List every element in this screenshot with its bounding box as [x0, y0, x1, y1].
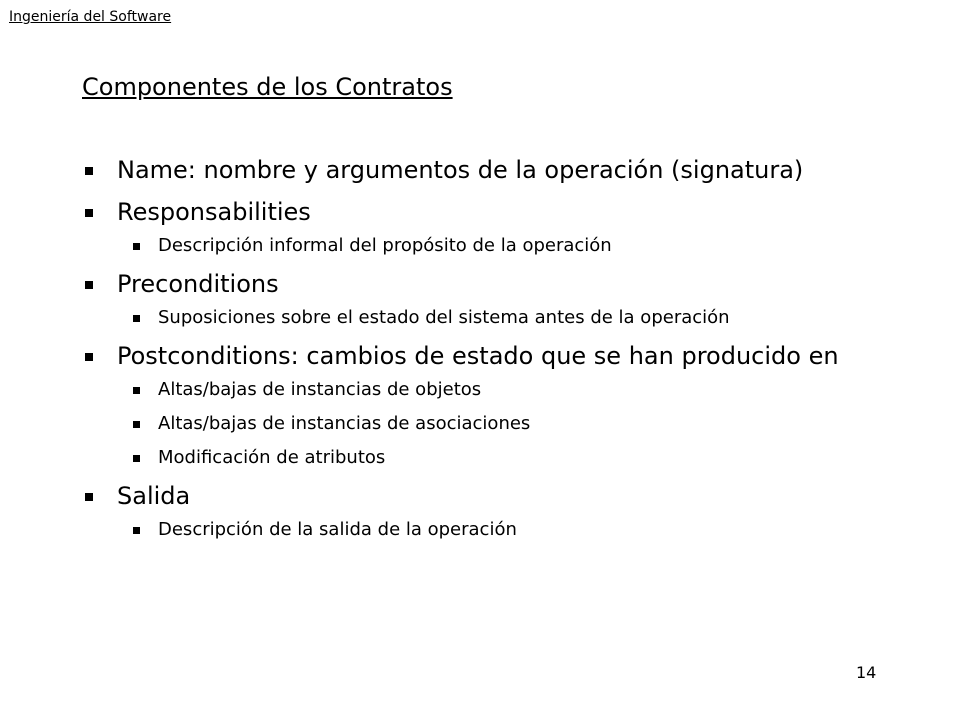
square-bullet-icon [85, 353, 93, 361]
sub-bullet-item [82, 447, 960, 469]
sub-bullet-text: Altas/bajas de instancias de asociaciones [158, 413, 531, 434]
bullet-item-salida [82, 481, 960, 511]
square-bullet-icon [133, 455, 140, 462]
sub-bullet-text: Altas/bajas de instancias de objetos [158, 379, 482, 400]
sub-bullet-item [82, 307, 960, 329]
bullet-list [82, 150, 960, 541]
square-bullet-icon [133, 421, 140, 428]
square-bullet-icon [133, 243, 140, 250]
bullet-item-responsabilities [82, 197, 960, 227]
sub-bullet-text: Suposiciones sobre el estado del sistema antes de la operación [158, 307, 730, 328]
square-bullet-icon [133, 315, 140, 322]
sub-bullet-item [82, 413, 960, 435]
bullet-text: Salida [117, 482, 191, 510]
sub-bullet-text: Descripción informal del propósito de la operación [158, 235, 612, 256]
square-bullet-icon [133, 527, 140, 534]
bullet-text: Postconditions: cambios de estado que se han producido en [117, 342, 839, 370]
sub-bullet-text: Modificación de atributos [158, 447, 386, 468]
square-bullet-icon [85, 167, 93, 175]
course-header: Ingeniería del Software [9, 9, 172, 25]
square-bullet-icon [85, 209, 93, 217]
sub-bullet-item [82, 519, 960, 541]
square-bullet-icon [85, 281, 93, 289]
square-bullet-icon [133, 387, 140, 394]
bullet-text: Responsabilities [117, 198, 311, 226]
slide-title: Componentes de los Contratos [82, 73, 453, 101]
page-number: 14 [856, 663, 877, 682]
bullet-item-preconditions [82, 269, 960, 299]
sub-bullet-item [82, 379, 960, 401]
sub-bullet-text: Descripción de la salida de la operación [158, 519, 517, 540]
bullet-text: Preconditions [117, 270, 279, 298]
bullet-item-postconditions [82, 341, 960, 371]
bullet-item-name [82, 155, 960, 185]
square-bullet-icon [85, 493, 93, 501]
sub-bullet-item [82, 235, 960, 257]
bullet-text: Name: nombre y argumentos de la operación (signatura) [117, 156, 804, 184]
